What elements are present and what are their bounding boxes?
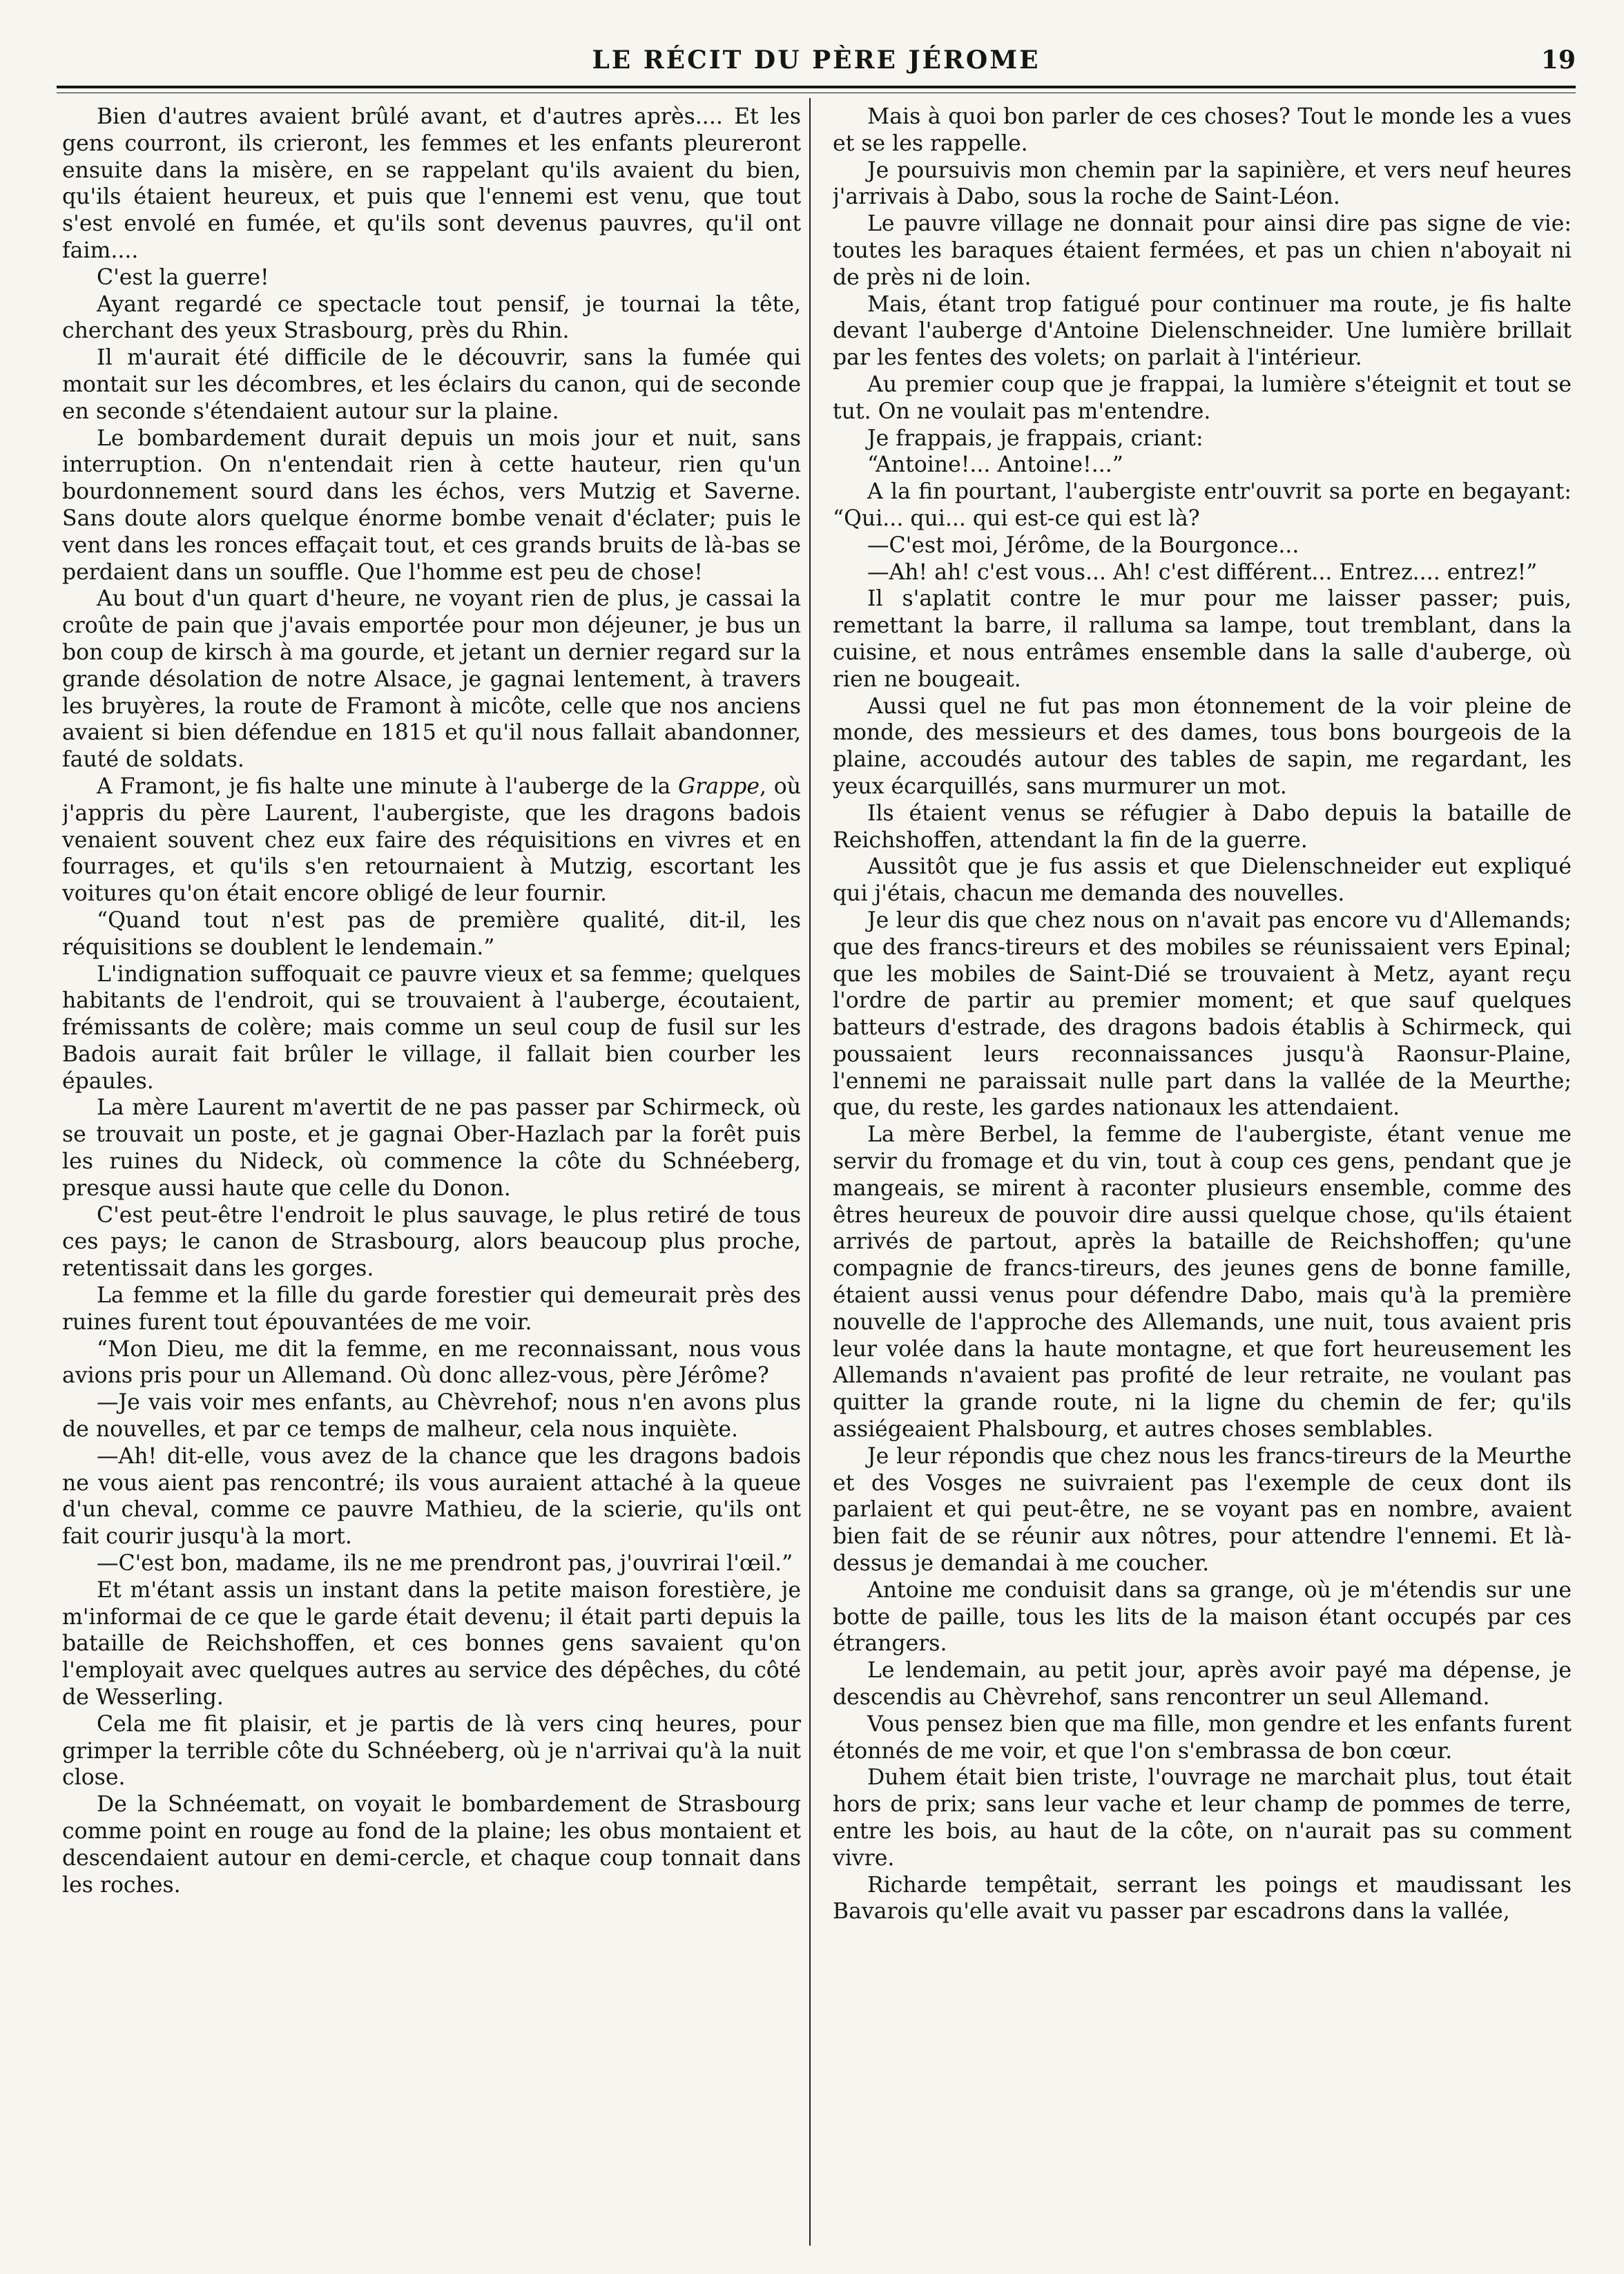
- paragraph: Ayant regardé ce spectacle tout pensif, je tournai la tête, cherchant des yeux Strasbourg, près du Rhin.: [62, 291, 801, 344]
- paragraph: La femme et la fille du garde forestier qui demeurait près des ruines furent tout épouvantées de me voir.: [62, 1283, 801, 1335]
- paragraph: Je leur dis que chez nous on n'avait pas encore vu d'Allemands; que des francs-tireurs et des mobiles se réunissaient vers Epinal; que les mobiles de Saint-Dié se trouvaient à Metz, ayant reçu l'ordre de partir au premier moment; et que sauf quelques batteurs d'estrade, des dragons badois établis à Schirmeck, qui poussaient leurs reconnaissances jusqu'à Raonsur-Plaine, l'ennemi ne paraissait nulle part dans la vallée de la Meurthe; que, du reste, les gardes nationaux les attendaient.: [833, 907, 1572, 1121]
- page-header: [57, 43, 1576, 84]
- paragraph: —C'est moi, Jérôme, de la Bourgonce...: [867, 532, 1299, 558]
- paragraph: Je frappais, je frappais, criant:: [867, 425, 1204, 451]
- paragraph: A la fin pourtant, l'aubergiste entr'ouvrit sa porte en begayant: “Qui... qui... qui est-ce qui est là?: [833, 479, 1572, 531]
- page-number: 19: [1540, 46, 1576, 75]
- paragraph: Au bout d'un quart d'heure, ne voyant rien de plus, je cassai la croûte de pain que j'avais emportée pour mon déjeuner, je bus un bon coup de kirsch à ma gourde, et jetant un dernier regard sur la grande désolation de notre Alsace, je gagnai lentement, à travers les bruyères, la route de Framont à micôte, celle que nos anciens avaient si bien défendue en 1815 et qu'il nous fallait abandonner, fauté de soldats.: [62, 586, 801, 773]
- right-column: [833, 104, 1572, 2258]
- paragraph: —C'est bon, madame, ils ne me prendront pas, j'ouvrirai l'œil.”: [97, 1551, 793, 1577]
- paragraph: Vous pensez bien que ma fille, mon gendre et les enfants furent étonnés de me voir, et que l'on s'embrassa de bon cœur.: [833, 1711, 1572, 1764]
- paragraph: Cela me fit plaisir, et je partis de là vers cinq heures, pour grimper la terrible côte du Schnéeberg, où je n'arrivai qu'à la nuit close.: [62, 1711, 801, 1791]
- paragraph: Je poursuivis mon chemin par la sapinière, et vers neuf heures j'arrivais à Dabo, sous la roche de Saint-Léon.: [833, 157, 1572, 210]
- paragraph: Aussitôt que je fus assis et que Dielenschneider eut expliqué qui j'étais, chacun me demanda des nouvelles.: [833, 854, 1572, 907]
- paragraph: Ils étaient venus se réfugier à Dabo depuis la bataille de Reichshoffen, attendant la fin de la guerre.: [833, 800, 1572, 853]
- paragraph: Je leur répondis que chez nous les francs-tireurs de la Meurthe et des Vosges ne suivraient pas l'exemple de ceux dont ils parlaient et qui peut-être, ne se voyant pas en nombre, avaient bien fait de se réunir aux nôtres, pour attendre l'ennemi. Et là-dessus je demandai à me coucher.: [833, 1443, 1572, 1577]
- paragraph: —Je vais voir mes enfants, au Chèvrehof; nous n'en avons plus de nouvelles, et par ce temps de malheur, cela nous inquiète.: [62, 1390, 801, 1443]
- paragraph: “Quand tout n'est pas de première qualité, dit-il, les réquisitions se doublent le lendemain.”: [62, 907, 801, 960]
- paragraph: Bien d'autres avaient brûlé avant, et d'autres après.... Et les gens courront, ils crieront, les femmes et les enfants pleureront ensuite dans la misère, en se rappelant qu'ils avaient du bien, qu'ils étaient heureux, et puis que l'ennemi est venu, que tout s'est envolé en fumée, et qu'ils sont devenus pauvres, qu'il ont faim....: [62, 104, 801, 263]
- paragraph: Et m'étant assis un instant dans la petite maison forestière, je m'informai de ce que le garde était devenu; il était parti depuis la bataille de Reichshoffen, et ces bonnes gens savaient qu'on l'employait avec quelques autres au service des dépêches, du côté de Wesserling.: [62, 1577, 801, 1711]
- paragraph: Mais à quoi bon parler de ces choses? Tout le monde les a vues et se les rappelle.: [833, 104, 1572, 156]
- paragraph: La mère Laurent m'avertit de ne pas passer par Schirmeck, où se trouvait un poste, et je gagnai Ober-Hazlach par la forêt puis les ruines du Nideck, où commence la côte du Schnéeberg, presque aussi haute que celle du Donon.: [62, 1095, 801, 1201]
- paragraph: Il s'aplatit contre le mur pour me laisser passer; puis, remettant la barre, il ralluma sa lampe, tout tremblant, dans la cuisine, et nous entrâmes ensemble dans la salle d'auberge, où rien ne bougeait.: [833, 586, 1572, 692]
- paragraph-grappe: A Framont, je fis halte une minute à l'auberge de la Grappe, où j'appris du père Laurent, l'aubergiste, que les dragons badois venaient souvent chez eux faire des réquisitions en vivres et en fourrages, et qu'ils s'en retournaient à Mutzig, escortant les voitures qu'on était encore obligé de leur fournir.: [62, 773, 801, 907]
- paragraph: Il m'aurait été difficile de le découvrir, sans la fumée qui montait sur les décombres, et les éclairs du canon, qui de seconde en seconde s'étendaient autour sur la plaine.: [62, 345, 801, 424]
- paragraph: Antoine me conduisit dans sa grange, où je m'étendis sur une botte de paille, tous les lits de la maison étant occupés par ces étrangers.: [833, 1577, 1572, 1657]
- running-title: LE RÉCIT DU PÈRE JÉROME: [592, 46, 1041, 75]
- paragraph: Au premier coup que je frappai, la lumière s'éteignit et tout se tut. On ne voulait pas m'entendre.: [833, 372, 1572, 424]
- paragraph: C'est la guerre!: [97, 264, 269, 290]
- paragraph: Richarde tempêtait, serrant les poings et maudissant les Bavarois qu'elle avait vu passer par escadrons dans la vallée,: [833, 1872, 1572, 1925]
- header-rule: [57, 86, 1576, 88]
- left-column: [62, 104, 801, 2258]
- paragraph: Le lendemain, au petit jour, après avoir payé ma dépense, je descendis au Chèvrehof, sans rencontrer un seul Allemand.: [833, 1658, 1572, 1711]
- paragraph: Aussi quel ne fut pas mon étonnement de la voir pleine de monde, des messieurs et des dames, tous bons bourgeois de la plaine, accoudés autour des tables de sapin, me regardant, les yeux écarquillés, sans murmurer un mot.: [833, 693, 1572, 799]
- paragraph: —Ah! dit-elle, vous avez de la chance que les dragons badois ne vous aient pas rencontré; ils vous auraient attaché à la queue d'un cheval, comme ce pauvre Mathieu, de la scierie, qu'ils ont fait courir jusqu'à la mort.: [62, 1443, 801, 1550]
- column-divider: [809, 98, 811, 2246]
- paragraph: Mais, étant trop fatigué pour continuer ma route, je fis halte devant l'auberge d'Antoine Dielenschneider. Une lumière brillait par les fentes des volets; on parlait à l'intérieur.: [833, 291, 1572, 371]
- paragraph: De la Schnéematt, on voyait le bombardement de Strasbourg comme point en rouge au fond de la plaine; les obus montaient et descendaient autour en demi-cercle, et chaque coup tonnait dans les roches.: [62, 1792, 801, 1898]
- paragraph: C'est peut-être l'endroit le plus sauvage, le plus retiré de tous ces pays; le canon de Strasbourg, alors beaucoup plus proche, retentissait dans les gorges.: [62, 1202, 801, 1282]
- paragraph: Le bombardement durait depuis un mois jour et nuit, sans interruption. On n'entendait rien à cette hauteur, rien qu'un bourdonnement sourd dans les échos, vers Mutzig et Saverne. Sans doute alors quelque énorme bombe venait d'éclater; puis le vent dans les ronces effaçait tout, et ces grands bruits de là-bas se perdaient dans un souffle. Que l'homme est peu de chose!: [62, 425, 801, 585]
- italic-text: Grappe: [678, 773, 760, 799]
- paragraph: Le pauvre village ne donnait pour ainsi dire pas signe de vie: toutes les baraques étaient fermées, et pas un chien n'aboyait ni de près ni de loin.: [833, 211, 1572, 290]
- paragraph: “Antoine!... Antoine!...”: [867, 452, 1123, 478]
- paragraph: “Mon Dieu, me dit la femme, en me reconnaissant, nous vous avions pris pour un Allemand. Où donc allez-vous, père Jérôme?: [62, 1336, 801, 1389]
- paragraph: —Ah! ah! c'est vous... Ah! c'est différent... Entrez.... entrez!”: [867, 559, 1538, 585]
- paragraph: Duhem était bien triste, l'ouvrage ne marchait plus, tout était hors de prix; sans leur vache et leur champ de pommes de terre, entre les bois, au haut de la côte, on n'aurait pas su comment vivre.: [833, 1765, 1572, 1871]
- paragraph: La mère Berbel, la femme de l'aubergiste, étant venue me servir du fromage et du vin, tout à coup ces gens, pendant que je mangeais, se mirent à raconter plusieurs ensemble, comme des êtres heureux de pouvoir dire aussi quelque chose, qu'ils étaient arrivés de partout, après la bataille de Reichshoffen; qu'une compagnie de francs-tireurs, des jeunes gens de bonne famille, étaient aussi venus pour défendre Dabo, mais qu'à la première nouvelle de l'approche des Allemands, une nuit, tous avaient pris leur volée dans la haute montagne, et que fort heureusement les Allemands n'avaient pas profité de leur retraite, ne voulant pas quitter la grande route, ni la ligne du chemin de fer; qu'ils assiégeaient Phalsbourg, et autres choses semblables.: [833, 1122, 1572, 1443]
- paragraph: L'indignation suffoquait ce pauvre vieux et sa femme; quelques habitants de l'endroit, qui se trouvaient à l'auberge, écoutaient, frémissants de colère; mais comme un seul coup de fusil sur les Badois aurait fait brûler le village, il fallait bien courber les épaules.: [62, 961, 801, 1094]
